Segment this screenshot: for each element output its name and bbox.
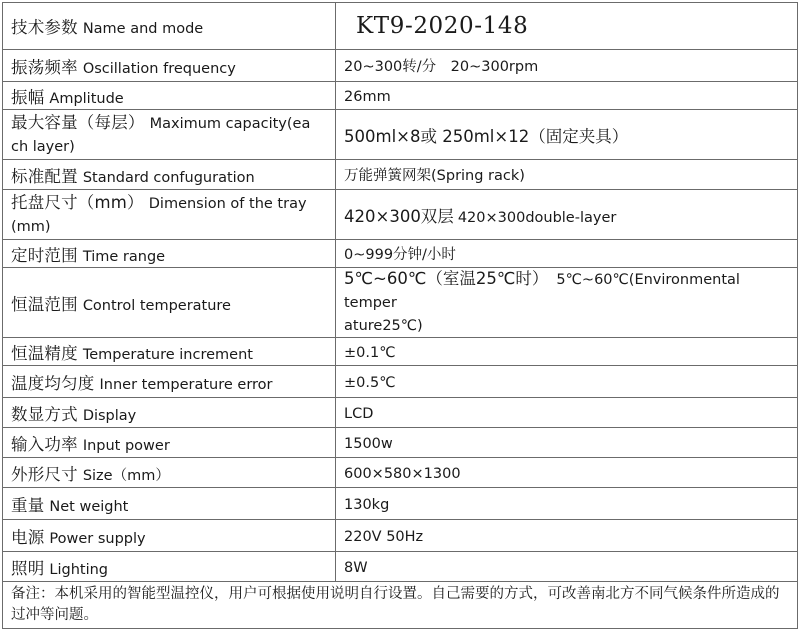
row-label-zh: 温度均匀度 bbox=[11, 373, 95, 393]
row-label-en: Display bbox=[82, 407, 137, 424]
row-value: 万能弹簧网架(Spring rack) bbox=[344, 168, 525, 184]
row-label-zh: 振幅 bbox=[11, 87, 45, 107]
row-value: 500ml×8或 250ml×12（固定夹具） bbox=[344, 126, 629, 146]
row-value: 130kg bbox=[344, 497, 390, 513]
row-label-zh: 电源 bbox=[11, 527, 45, 547]
row-label-zh: 最大容量（每层） bbox=[11, 112, 145, 132]
row-label-zh: 恒温范围 bbox=[11, 294, 78, 314]
table-row bbox=[3, 82, 798, 110]
row-label-zh: 振荡频率 bbox=[11, 57, 78, 77]
row-value-zh: 420×300双层 bbox=[344, 206, 454, 226]
row-label-en-cont: (mm) bbox=[11, 218, 51, 235]
row-value: 220V 50Hz bbox=[344, 529, 424, 545]
table-row bbox=[3, 398, 798, 428]
row-label-zh: 托盘尺寸（mm） bbox=[11, 192, 144, 212]
table-row bbox=[3, 240, 798, 268]
row-label-zh: 重量 bbox=[11, 495, 45, 515]
note-text: 备注：本机采用的智能型温控仪，用户可根据使用说明自行设置。自己需要的方式，可改善南北方不同气候条件所造成的过冲等问题。 bbox=[3, 582, 798, 629]
row-label-en: Size（mm） bbox=[82, 467, 170, 484]
header-model-cell bbox=[336, 3, 798, 50]
row-label-en: Standard confuguration bbox=[82, 169, 255, 186]
table-row bbox=[3, 50, 798, 82]
row-label-en-cont: ch layer) bbox=[11, 138, 75, 155]
table-row bbox=[3, 366, 798, 398]
table-row bbox=[3, 520, 798, 552]
row-value: LCD bbox=[344, 406, 374, 422]
row-label-en: Input power bbox=[82, 437, 170, 454]
table-header-row bbox=[3, 3, 798, 50]
row-label-en: Oscillation frequency bbox=[82, 60, 236, 77]
header-label-cell bbox=[3, 3, 336, 50]
row-value-cont: ature25℃) bbox=[344, 318, 423, 334]
row-label-en: Power supply bbox=[49, 530, 146, 547]
table-row bbox=[3, 160, 798, 190]
row-value: ±0.5℃ bbox=[344, 375, 396, 391]
row-label-en: Control temperature bbox=[82, 297, 231, 314]
row-value: 26mm bbox=[344, 89, 391, 105]
row-label-zh: 恒温精度 bbox=[11, 343, 78, 363]
row-label-en: Amplitude bbox=[49, 90, 124, 107]
row-label-zh: 标准配置 bbox=[11, 166, 78, 186]
row-label-en: Time range bbox=[82, 248, 166, 265]
table-row bbox=[3, 338, 798, 366]
row-value: 1500w bbox=[344, 436, 393, 452]
row-label-en: Dimension of the tray bbox=[148, 195, 307, 212]
row-value: 8W bbox=[344, 560, 368, 576]
row-value: 600×580×1300 bbox=[344, 466, 461, 482]
row-label-zh: 输入功率 bbox=[11, 434, 78, 454]
row-value: ±0.1℃ bbox=[344, 345, 396, 361]
row-label-en: Maximum capacity(ea bbox=[149, 115, 311, 132]
row-value-zh: 5℃~60℃（室温25℃时） bbox=[344, 269, 549, 288]
table-row bbox=[3, 110, 798, 160]
table-row bbox=[3, 488, 798, 520]
row-label-en: Net weight bbox=[49, 498, 129, 515]
row-label-zh: 数显方式 bbox=[11, 404, 78, 424]
row-value-en: 420×300double-layer bbox=[457, 209, 617, 226]
row-label-zh: 照明 bbox=[11, 558, 45, 578]
model-number: KT9-2020-148 bbox=[356, 13, 529, 39]
row-label-en: Lighting bbox=[49, 561, 109, 578]
table-row bbox=[3, 428, 798, 458]
table-row bbox=[3, 268, 798, 338]
row-value-en: 5℃~60℃(Environmental temper bbox=[344, 272, 740, 311]
table-row bbox=[3, 458, 798, 488]
header-label-zh: 技术参数 bbox=[11, 18, 78, 37]
row-value: 20~300转/分 20~300rpm bbox=[344, 59, 539, 75]
header-label-en: Name and mode bbox=[82, 21, 204, 37]
row-label-en: Temperature increment bbox=[82, 346, 253, 363]
spec-table bbox=[2, 2, 798, 629]
note-row bbox=[3, 582, 798, 629]
row-label-zh: 定时范围 bbox=[11, 245, 78, 265]
row-label-en: Inner temperature error bbox=[99, 376, 273, 393]
row-value: 0~999分钟/小时 bbox=[344, 247, 456, 263]
table-row bbox=[3, 190, 798, 240]
row-label-zh: 外形尺寸 bbox=[11, 464, 78, 484]
table-row bbox=[3, 552, 798, 582]
